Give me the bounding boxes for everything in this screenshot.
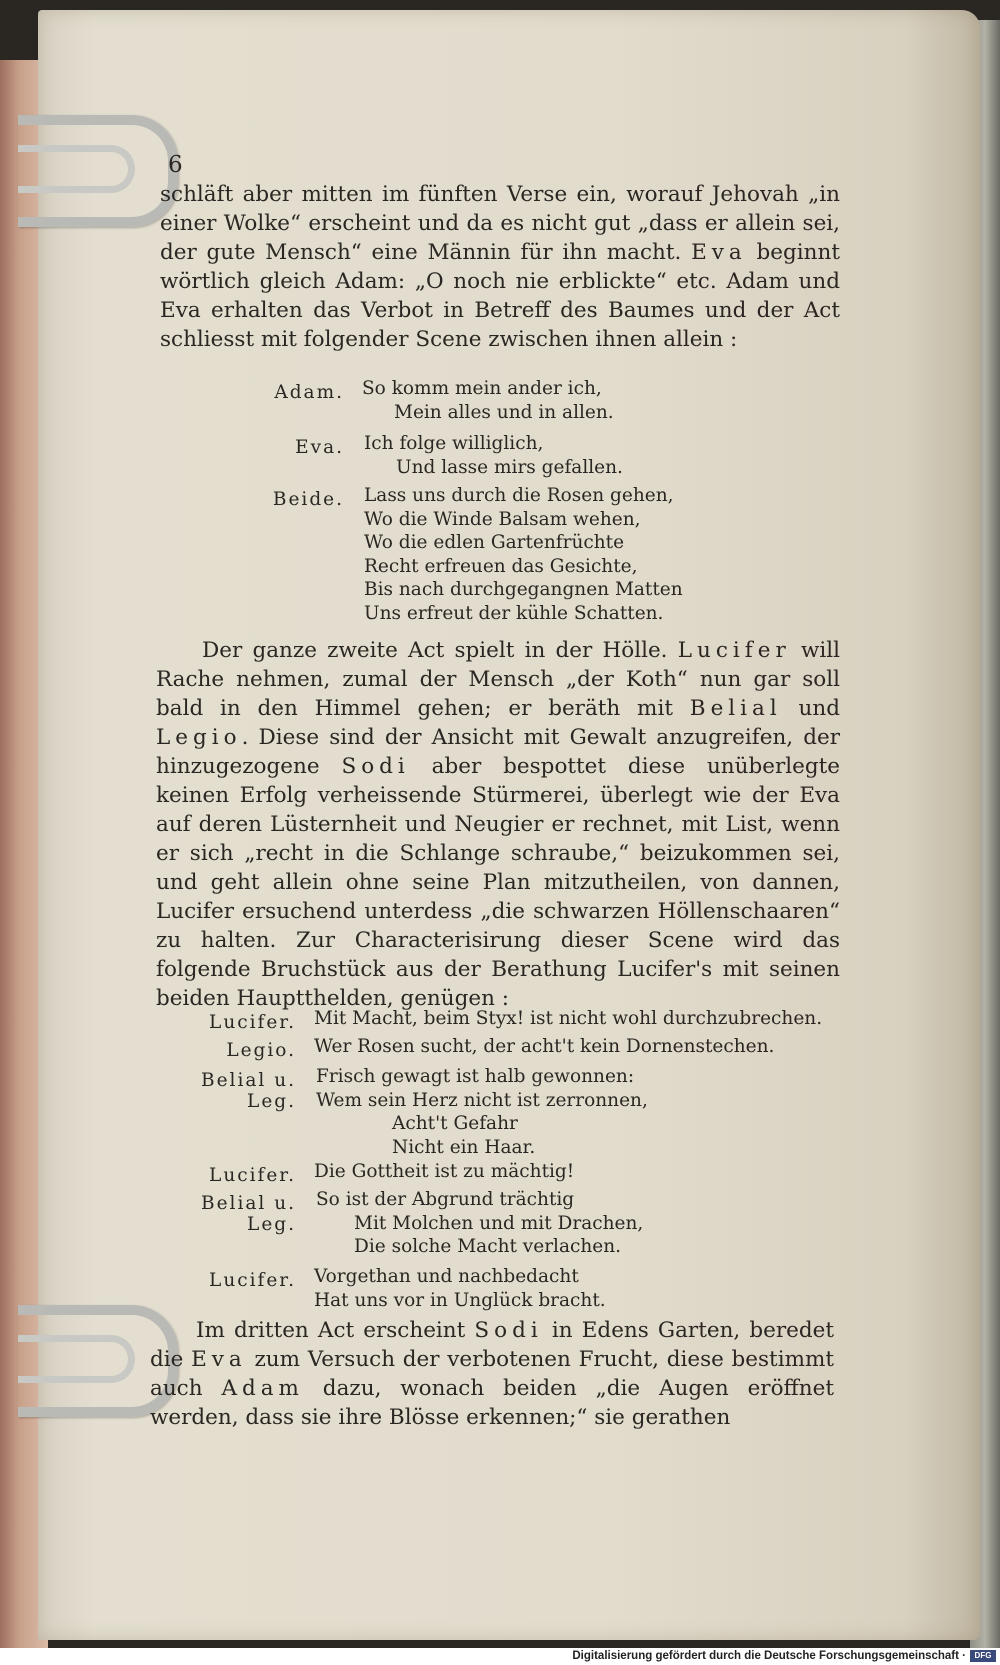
dfg-logo: DFG (970, 1650, 996, 1662)
verse-block (314, 1007, 822, 1031)
spaced-name: Eva (191, 1347, 247, 1372)
verse-line: Hat uns vor in Unglück bracht. (314, 1289, 606, 1311)
verse-line: Bis nach durchgegangnen Matten (364, 579, 683, 600)
spaced-name: Adam (221, 1376, 304, 1401)
text-segment: in Edens Garten, beredet die (150, 1318, 834, 1372)
speaker-label: Belial u. Leg. (201, 1070, 296, 1112)
verse-block (314, 1265, 606, 1312)
verse-line: Wo die Winde Balsam wehen, (364, 508, 641, 530)
funding-credit: Digitalisierung gefördert durch die Deutsche Forschungsgemeinschaft · (572, 1650, 966, 1662)
text-segment: Im dritten Act erscheint (196, 1318, 475, 1343)
paper-clip-top-icon (18, 115, 178, 227)
page-number: 6 (168, 152, 183, 178)
verse-line: Mein alles und in allen. (394, 401, 614, 423)
speaker-label: Legio. (226, 1040, 296, 1061)
verse-line: Acht't Gefahr (392, 1113, 518, 1134)
verse-line: Vorgethan und nachbedacht (314, 1266, 579, 1287)
text-segment: . Diese sind der Ansicht mit Gewalt anzugreifen, der hinzugezogene (156, 725, 840, 779)
verse-line: Mit Macht, beim Styx! ist nicht wohl durchzubrechen. (314, 1008, 823, 1029)
verse-line: Wem sein Herz nicht ist zerronnen, (316, 1089, 648, 1111)
verse-line: Wo die edlen Gartenfrüchte (364, 532, 625, 553)
spaced-name: Belial (689, 696, 782, 721)
paragraph-1 (160, 180, 840, 354)
verse-line: Uns erfreut der kühle Schatten. (364, 602, 664, 624)
verse-line: Wer Rosen sucht, der acht't kein Dornenstechen. (314, 1036, 775, 1057)
verse-line: So ist der Abgrund trächtig (316, 1189, 575, 1210)
verse-line: Recht erfreuen das Gesichte, (364, 555, 638, 577)
spaced-name: Sodi (341, 754, 410, 779)
verse-block (316, 1065, 648, 1159)
verse-line: So komm mein ander ich, (362, 378, 602, 399)
verse-line: Die Gottheit ist zu mächtig! (314, 1161, 575, 1182)
verse-line: Und lasse mirs gefallen. (396, 456, 623, 478)
paragraph-3 (150, 1316, 834, 1432)
verse-line: Frisch gewagt ist halb gewonnen: (316, 1066, 635, 1087)
text-segment: dazu, wonach beiden „die Augen eröffnet werden, dass sie ihre Blösse erkennen;“ sie gerathen (150, 1376, 834, 1430)
text-segment: aber bespottet diese unüberlegte keinen Erfolg verheissende Stürmerei, überlegt wie der Eva auf deren Lüsternheit und Neugier er rechnet, mit List, wenn er sich „recht in die Schlange schraube,“ beizukommen sei, und geht allein ohne seine Plan mitzutheilen, von dannen, Lucifer ersuchend unterdess „die schwarzen Höllenschaaren“ zu halten. Zur Characterisirung dieser Scene wird das folgende Bruchstück aus der Berathung Lucifer's mit seinen beiden Hauptthelden, genügen : (156, 754, 840, 1011)
paragraph-2 (156, 636, 840, 1013)
footer-bar (0, 1648, 1000, 1665)
verse-line: Die solche Macht verlachen. (354, 1236, 622, 1257)
text-segment: schläft aber mitten im fünften Verse ein, worauf Jehovah „in einer Wolke“ erscheint und da es nicht gut „dass er allein sei, der gute Mensch“ eine Männin für ihn macht. (160, 182, 840, 265)
verse-line: Nicht ein Haar. (392, 1136, 536, 1158)
verse-block (364, 484, 683, 625)
speaker-label: Lucifer. (209, 1165, 296, 1186)
verse-block (314, 1160, 574, 1184)
verse-line: Mit Molchen und mit Drachen, (354, 1212, 644, 1234)
spaced-name: Lucifer (677, 638, 791, 663)
speaker-label: Adam. (274, 382, 344, 403)
speaker-label: Belial u. Leg. (201, 1193, 296, 1235)
spaced-name: Sodi (474, 1318, 543, 1343)
text-segment: will Rache nehmen, zumal der Mensch „der Koth“ nun gar soll bald in den Himmel gehen; er beräth mit (156, 638, 840, 721)
spaced-name: Eva (691, 240, 747, 265)
text-segment: zum Versuch der verbotenen Frucht, diese bestimmt auch (150, 1347, 834, 1401)
verse-block (316, 1188, 643, 1259)
verse-block (314, 1035, 774, 1059)
speaker-label: Lucifer. (209, 1012, 296, 1033)
verse-line: Ich folge williglich, (364, 433, 544, 454)
verse-line: Lass uns durch die Rosen gehen, (364, 485, 674, 506)
text-segment: Der ganze zweite Act spielt in der Hölle. (202, 638, 678, 663)
text-segment: beginnt wörtlich gleich Adam: „O noch nie erblickte“ etc. Adam und Eva erhalten das Verbot in Betreff des Baumes und der Act schliesst mit folgender Scene zwischen ihnen allein : (160, 240, 840, 352)
verse-block (364, 432, 623, 479)
text-segment: und (781, 696, 841, 721)
speaker-label: Eva. (295, 437, 344, 458)
speaker-label: Beide. (272, 489, 344, 510)
spaced-name: Legio (156, 725, 242, 750)
verse-block (362, 377, 614, 424)
speaker-label: Lucifer. (209, 1270, 296, 1291)
